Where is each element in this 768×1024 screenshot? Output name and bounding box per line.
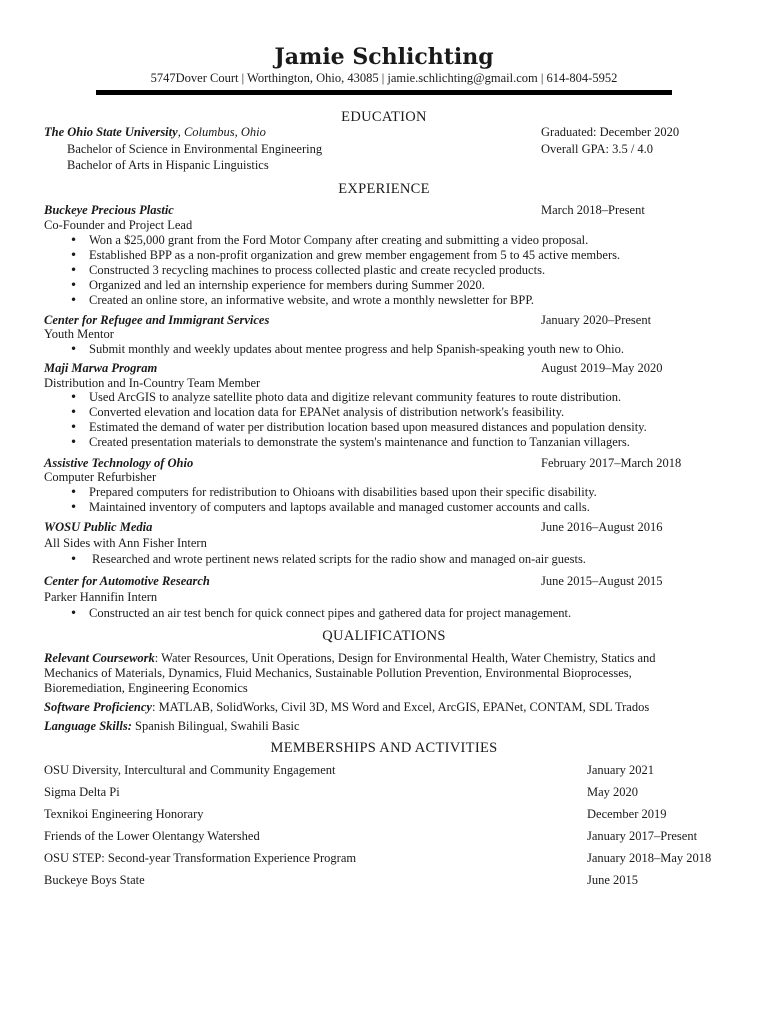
job-org: Center for Automotive Research [44,574,210,588]
job-bullet: Organized and led an internship experience for members during Summer 2020. [89,278,485,292]
bullet-icon: • [70,390,78,404]
job-org: Buckeye Precious Plastic [44,203,174,217]
membership-date: June 2015 [587,873,639,887]
degree-2: Bachelor of Arts in Hispanic Linguistics [67,158,269,172]
section-title-experience: EXPERIENCE [338,181,430,197]
job-bullet: Used ArcGIS to analyze satellite photo data and digitize relevant community features to route distribution. [89,390,622,404]
job-role: Distribution and In-Country Team Member [44,376,261,390]
membership-name: OSU STEP: Second-year Transformation Experience Program [44,851,357,865]
software-label: Software Proficiency [44,700,152,714]
bullet-icon: • [70,233,78,247]
bullet-icon: • [70,552,78,566]
job-bullet: Maintained inventory of computers and laptops available and managed customer accounts and calls. [89,500,590,514]
membership-date: January 2021 [587,763,654,777]
coursework-label: Relevant Coursework [44,651,155,665]
membership-date: January 2018–May 2018 [587,851,712,865]
job-role: Co-Founder and Project Lead [44,218,193,232]
bullet-icon: • [70,405,78,419]
job-dates: March 2018–Present [541,203,645,217]
header-divider [96,90,672,95]
membership-date: May 2020 [587,785,639,799]
job-dates: June 2016–August 2016 [541,520,663,534]
section-title-memberships: MEMBERSHIPS AND ACTIVITIES [270,740,498,756]
job-dates: January 2020–Present [541,313,652,327]
graduation-date: Graduated: December 2020 [541,125,680,139]
bullet-icon: • [70,278,78,292]
gpa: Overall GPA: 3.5 / 4.0 [541,142,654,156]
job-bullet: Created presentation materials to demonstrate the system's maintenance and function to Tanzanian villagers. [89,435,630,449]
job-bullet: Converted elevation and location data for EPANet analysis of distribution network's feasibility. [89,405,565,419]
bullet-icon: • [70,606,78,620]
bullet-icon: • [70,342,78,356]
job-bullet: Constructed an air test bench for quick connect pipes and gathered data for project management. [89,606,572,620]
job-bullet: Won a $25,000 grant from the Ford Motor Company after creating and submitting a video proposal. [89,233,589,247]
job-bullet: Constructed 3 recycling machines to process collected plastic and create recycled products. [89,263,546,277]
software-line [44,700,649,715]
job-dates: February 2017–March 2018 [541,456,682,470]
section-title-education: EDUCATION [341,109,427,125]
job-bullet: Prepared computers for redistribution to Ohioans with disabilities based upon their specific disability. [89,485,597,499]
school-location: , Columbus, Ohio [177,125,266,139]
membership-date: January 2017–Present [587,829,698,843]
bullet-icon: • [70,293,78,307]
bullet-icon: • [70,485,78,499]
job-bullet: Created an online store, an informative website, and wrote a monthly newsletter for BPP. [89,293,535,307]
section-title-qualifications: QUALIFICATIONS [322,628,446,644]
education-school-line [44,125,266,140]
membership-date: December 2019 [587,807,667,821]
job-bullet: Researched and wrote pertinent news related scripts for the radio show and managed on-air guests. [92,552,586,566]
bullet-icon: • [70,263,78,277]
job-org: Center for Refugee and Immigrant Services [44,313,270,327]
contact-line: 5747Dover Court | Worthington, Ohio, 43085 | jamie.schlichting@gmail.com | 614-804-5952 [150,71,618,85]
coursework-text-1: : Water Resources, Unit Operations, Design for Environmental Health, Water Chemistry, Statics and [154,651,656,665]
software-text: : MATLAB, SolidWorks, Civil 3D, MS Word and Excel, ArcGIS, EPANet, CONTAM, SDL Trados [151,700,650,714]
membership-name: Sigma Delta Pi [44,785,120,799]
job-role: Youth Mentor [44,327,114,341]
membership-name: Friends of the Lower Olentangy Watershed [44,829,260,843]
job-bullet: Established BPP as a non-profit organization and grew member engagement from 5 to 45 active members. [89,248,621,262]
membership-name: Texnikoi Engineering Honorary [44,807,204,821]
language-line [44,719,300,734]
job-org: Maji Marwa Program [44,361,158,375]
membership-name: Buckeye Boys State [44,873,145,887]
membership-name: OSU Diversity, Intercultural and Community Engagement [44,763,336,777]
bullet-icon: • [70,500,78,514]
bullet-icon: • [70,420,78,434]
bullet-icon: • [70,435,78,449]
job-role: All Sides with Ann Fisher Intern [44,536,207,550]
job-bullet: Estimated the demand of water per distribution location based upon measured distances and population density. [89,420,647,434]
job-dates: June 2015–August 2015 [541,574,663,588]
job-org: WOSU Public Media [44,520,153,534]
job-role: Computer Refurbisher [44,470,157,484]
resume-name: Jamie Schlichting [274,44,494,70]
coursework-line-3: Bioremediation, Engineering Economics [44,681,248,695]
school-name: The Ohio State University [44,125,178,139]
coursework-line-2: Mechanics of Materials, Dynamics, Fluid Mechanics, Sustainable Pollution Prevention, Environmental Bioprocesses, [44,666,632,680]
coursework-line-1 [44,651,656,666]
job-org: Assistive Technology of Ohio [44,456,194,470]
bullet-icon: • [70,248,78,262]
language-text: Spanish Bilingual, Swahili Basic [131,719,300,733]
job-bullet: Submit monthly and weekly updates about mentee progress and help Spanish-speaking youth new to Ohio. [89,342,624,356]
job-role: Parker Hannifin Intern [44,590,158,604]
job-dates: August 2019–May 2020 [541,361,663,375]
degree-1: Bachelor of Science in Environmental Engineering [67,142,323,156]
language-label: Language Skills: [44,719,132,733]
